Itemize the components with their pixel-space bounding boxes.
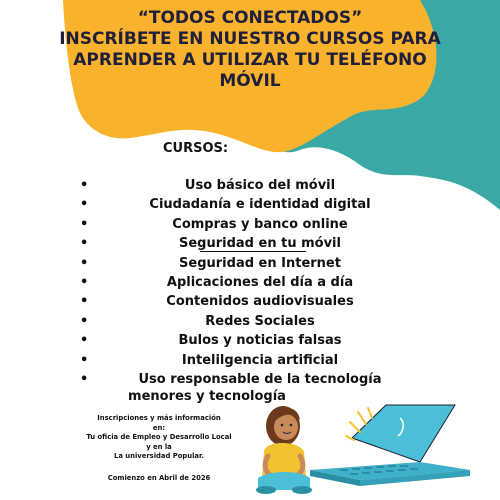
list-item xyxy=(80,195,440,214)
registration-info xyxy=(76,414,242,462)
course-label: Bulos y noticias falsas xyxy=(178,333,342,349)
list-item xyxy=(80,292,440,311)
list-item xyxy=(80,273,440,292)
bullet-icon: • xyxy=(80,352,89,368)
info-line: La universidad Popular. xyxy=(114,452,204,460)
list-item xyxy=(80,312,440,331)
info-line: y en la xyxy=(146,442,172,451)
course-label-continuation: menores y tecnología xyxy=(128,389,286,404)
title-line: APRENDER A UTILIZAR TU TELÉFONO xyxy=(73,50,427,70)
bullet-icon: • xyxy=(80,294,89,310)
course-label: Redes Sociales xyxy=(205,313,315,329)
bullet-icon: • xyxy=(80,236,89,252)
course-label: Ciudadanía e identidad digital xyxy=(149,197,371,213)
list-item xyxy=(80,351,440,370)
bullet-icon: • xyxy=(80,255,89,271)
list-item xyxy=(80,254,440,273)
course-label: Seguridad en Internet xyxy=(179,255,341,271)
poster-title xyxy=(40,8,460,92)
bullet-icon: • xyxy=(80,313,89,329)
title-line: “TODOS CONECTADOS” xyxy=(137,8,363,28)
underline-decoration xyxy=(200,251,306,252)
bullet-icon: • xyxy=(80,371,89,387)
title-line: INSCRÍBETE EN NUESTRO CURSOS PARA xyxy=(59,29,441,49)
course-label: Aplicaciones del día a día xyxy=(166,274,354,290)
bullet-icon: • xyxy=(80,178,89,193)
course-label: Seguridad en tu móvil xyxy=(179,236,341,252)
start-date: Comienzo en Abril de 2026 xyxy=(107,474,211,482)
bullet-icon: • xyxy=(80,333,89,349)
bullet-icon: • xyxy=(80,216,89,232)
list-item xyxy=(80,215,440,234)
course-label: Uso básico del móvil xyxy=(184,178,336,193)
girl-figure xyxy=(256,406,312,494)
girl-with-laptop-illustration xyxy=(236,390,500,500)
info-line: en: xyxy=(152,423,166,432)
courses-heading: CURSOS: xyxy=(163,141,229,156)
info-line: Inscripciones y más información xyxy=(97,414,221,422)
list-item xyxy=(80,331,440,350)
course-label: Contenidos audiovisuales xyxy=(166,294,354,310)
bullet-icon: • xyxy=(80,197,89,213)
laptop-icon xyxy=(310,405,470,486)
title-line: MÓVIL xyxy=(219,71,281,91)
course-label: Compras y banco online xyxy=(172,216,348,232)
courses-list xyxy=(80,176,440,389)
list-item xyxy=(80,176,440,195)
info-line: Tu oficia de Empleo y Desarrollo Local xyxy=(86,433,232,441)
course-label: Uso responsable de la tecnología xyxy=(138,371,382,387)
bullet-icon: • xyxy=(80,274,89,290)
course-label: Intelilgencia artificial xyxy=(181,352,339,368)
